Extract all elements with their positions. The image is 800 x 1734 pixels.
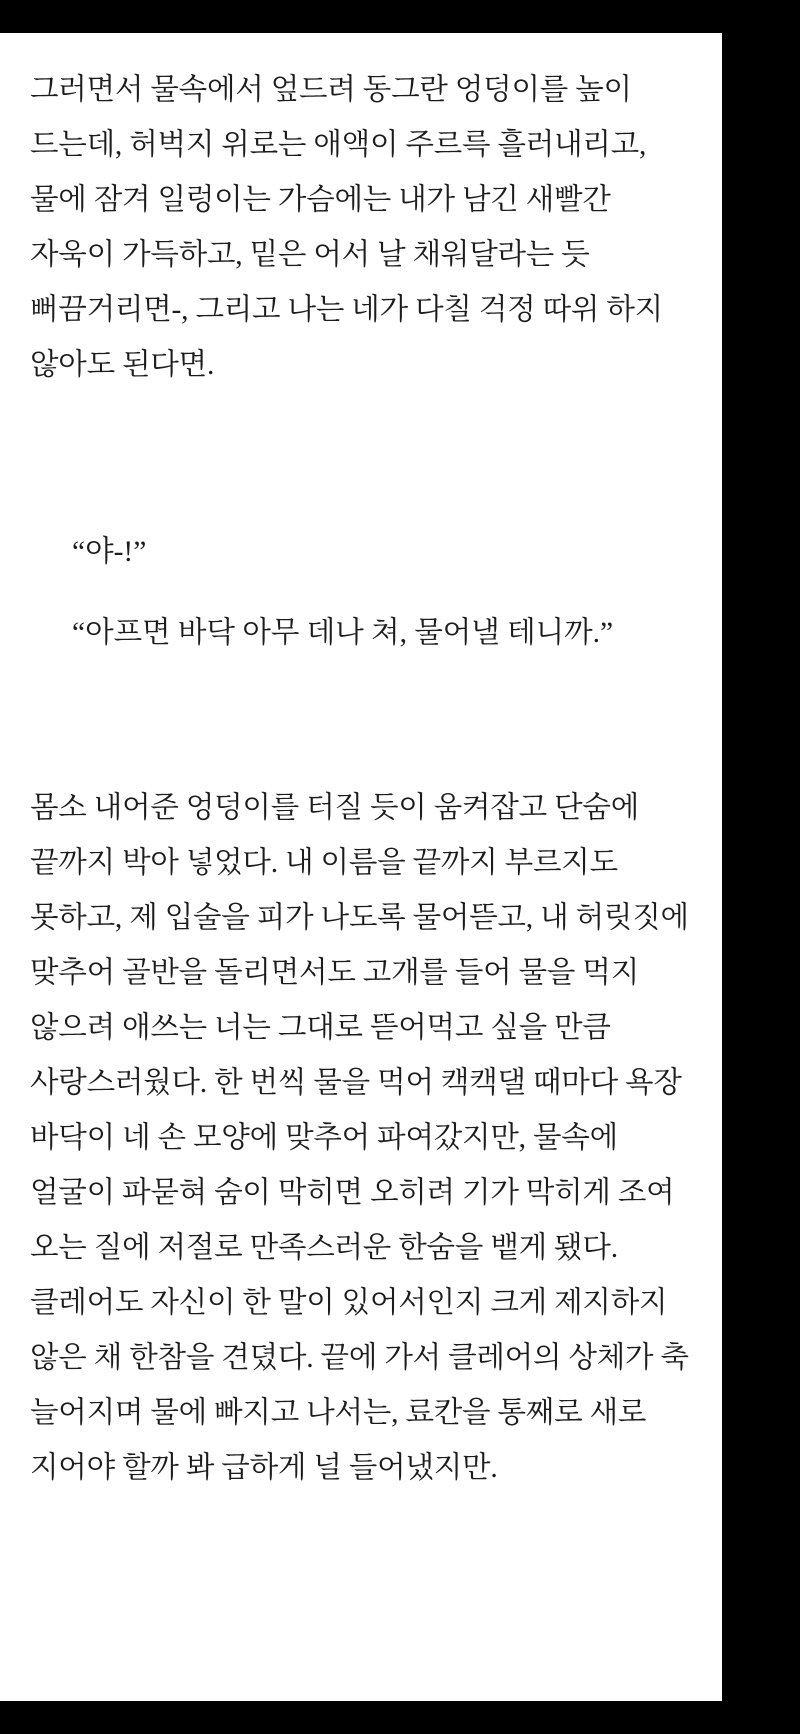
paragraph-1: 그러면서 물속에서 엎드려 동그란 엉덩이를 높이 드는데, 허벅지 위로는 애액이 주르륵 흘러내리고, 물에 잠겨 일렁이는 가슴에는 내가 남긴 새빨간 자욱이 가득하고, 밑은 어서 날 채워달라는 듯 뻐끔거리면-, 그리고 나는 네가 다칠 걱정 따위 하지 않아도 된다면. [30,74,663,381]
spacer-after-dialogue [30,661,692,781]
dialogue-line-1: “야-!” [72,536,147,568]
spacer-after-paragraph-1 [30,393,692,525]
dialogue-line-2: “아프면 바닥 아무 데나 쳐, 물어낼 테니까.” [72,617,614,649]
paragraph-2: 몸소 내어준 엉덩이를 터질 듯이 움켜잡고 단숨에 끝까지 박아 넣었다. 내 이름을 끝까지 부르지도 못하고, 제 입술을 피가 나도록 물어뜯고, 내 허릿짓에 맞추어 골반을 돌리면서도 고개를 들어 물을 먹지 않으려 애쓰는 너는 그대로 뜯어먹고 싶을 만큼 사랑스러웠다. 한 번씩 물을 먹어 캑캑댈 때마다 욕장 바닥이 네 손 모양에 맞추어 파여갔지만, 물속에 얼굴이 파묻혀 숨이 막히면 오히려 기가 막히게 조여 오는 질에 저절로 만족스러운 한숨을 뱉게 됐다. 클레어도 자신이 한 말이 있어서인지 크게 제지하지 않은 채 한참을 견뎠다. 끝에 가서 클레어의 상체가 축 늘어지며 물에 빠지고 나서는, 료칸을 통째로 새로 지어야 할까 봐 급하게 널 들어냈지만. [30,792,689,1484]
text-page [0,33,722,1701]
spacer-between-dialogue [30,580,692,606]
